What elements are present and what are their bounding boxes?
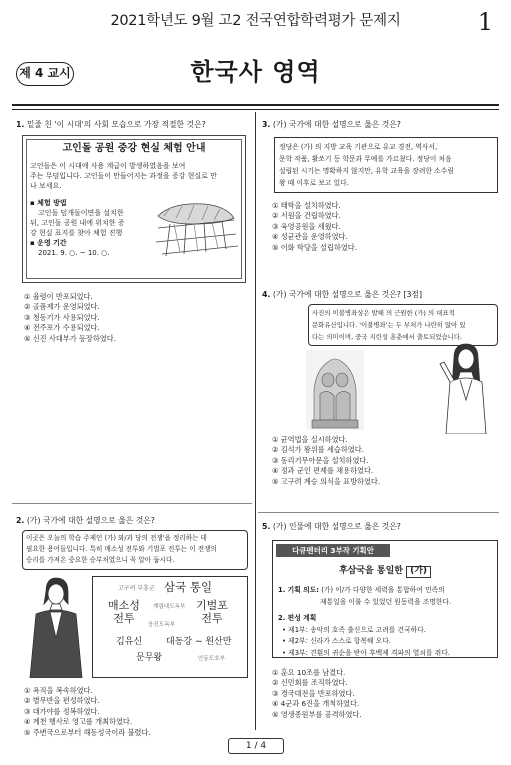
board-term: 기벌포 전투: [196, 599, 228, 625]
subject-title: 한국사 영역: [190, 58, 321, 86]
question-5-doc-title: 후삼국을 통일한 (가): [272, 565, 498, 578]
board-term: 문무왕: [136, 653, 163, 663]
choice[interactable]: ③ 대가야를 정복하였다.: [24, 706, 100, 716]
question-2-bubble-text: 이곳은 오늘의 학습 주제인 (가) 와/과 당의 전쟁'을 정리하는 데 필요한 용어들입니다. 특히 매소성 전투와 기벌포 전투는 이 전쟁의 승리를 가져온 중요한 승부처였으니 꼭 알아 둡시다.: [26, 534, 217, 564]
teacher-illustration: [24, 574, 88, 678]
question-5-item-2: 2. 편성 계획 • 제1부: 송악의 호족 출신으로 고려를 건국하다. • 제2부: 신라가 스스로 항복해 오다. • 제3부: 견훤의 귀순을 받아 후백제 격파의 열쇠를 쥐다.: [278, 614, 450, 657]
choice[interactable]: ④ 4군과 6진을 개척하였다.: [272, 699, 360, 709]
choice[interactable]: ③ 경국대전을 반포하였다.: [272, 688, 355, 698]
choice[interactable]: ① 율령이 반포되었다.: [24, 292, 93, 301]
choice[interactable]: ⑤ 영생종원부를 공격하였다.: [272, 709, 362, 719]
choice[interactable]: ④ 계천 행사로 영고를 개최하였다.: [24, 717, 133, 727]
choice[interactable]: ⑤ 신진 사대부가 등장하였다.: [24, 333, 116, 343]
board-term: 안동도호부: [198, 656, 226, 662]
choice[interactable]: ⑤ 주변국으로부터 해동성국이라 불렸다.: [24, 727, 151, 737]
question-5-item-1: 1. 기획 의도: (가) 이/가 다양한 세력을 통합하여 민족의 재통일을 이룰 수 있었던 원동력을 조명한다.: [278, 586, 452, 606]
question-3-prompt: 3. (가) 국가에 대한 설명으로 옳은 것은?: [262, 120, 401, 129]
choice[interactable]: ② 신민회를 조직하였다.: [272, 678, 348, 688]
question-3-box-text: 정당은 (가) 의 지방 교육 기관으로 유교 경전, 역사서, 문학 작품, 활쏘기 등 학문과 무예를 가르쳤다. 정당이 처음 설립된 시기는 명확하지 않지만, 유학 교육을 장려한 소수림 왕 때 이후로 보고 있다.: [279, 143, 454, 187]
choice[interactable]: ① 균역법을 실시하였다.: [272, 435, 348, 444]
column-divider: [255, 112, 256, 730]
session-badge: 제 4 교시: [16, 62, 74, 86]
question-4-choices: [272, 435, 380, 487]
exam-title: 2021학년도 9월 고2 전국연합학력평가 문제지: [110, 13, 401, 29]
board-term: 삼국 통일: [164, 580, 213, 594]
choice[interactable]: ④ 정과 군인 편제를 채용하였다.: [272, 466, 374, 476]
choice[interactable]: ③ 동리기무아문을 설치하였다.: [272, 455, 369, 465]
left-section-divider: [12, 503, 252, 504]
question-2-prompt: 2. (가) 국가에 대한 설명으로 옳은 것은?: [16, 516, 155, 525]
question-1-prompt: 1. 밑줄 친 '이 시대'의 사회 모습으로 가장 적절한 것은?: [16, 120, 206, 129]
board-term: 웅진도독부: [148, 622, 176, 628]
board-term: 계림대도독부: [153, 604, 186, 610]
question-4-prompt: 4. (가) 국가에 대한 설명으로 옳은 것은? [3점]: [262, 290, 422, 299]
choice[interactable]: ③ 육영공원을 세웠다.: [272, 221, 341, 231]
question-5-choices: [272, 668, 362, 720]
choice[interactable]: ① 욕직을 복속하였다.: [24, 686, 93, 695]
header-rule-thin: [12, 109, 499, 110]
choice[interactable]: ② 별무반을 편성하였다.: [24, 696, 100, 706]
header-rule-thick: [12, 104, 499, 106]
board-term: 고구려 부흥군: [118, 585, 155, 592]
choice[interactable]: ② 골품제가 운영되었다.: [24, 302, 100, 312]
presenter-illustration: [436, 342, 496, 434]
question-1-intro: 고인돌은 이 시대에 사용 계급이 발생하였음을 보여 주는 무덤입니다. 고인돌이 만들어지는 과정을 증강 현실로 만 나 보세요.: [30, 162, 217, 190]
choice[interactable]: ② 김석가 왕위를 세습하였다.: [272, 445, 364, 455]
sculpture-photo: [306, 350, 364, 430]
question-5-banner: 다큐멘터리 3부작 기획안: [276, 544, 390, 557]
choice[interactable]: ① 훈요 10조를 남겼다.: [272, 668, 346, 677]
choice[interactable]: ④ 전주포가 수용되었다.: [24, 323, 100, 333]
page-number: 1: [477, 8, 493, 36]
choice[interactable]: ③ 청동기가 사용되었다.: [24, 312, 100, 322]
right-section-divider: [258, 512, 499, 513]
question-5-prompt: 5. (가) 인물에 대한 설명으로 옳은 것은?: [262, 522, 401, 531]
question-2-choices: [24, 686, 151, 738]
board-term: 대동강 ~ 원산만: [166, 637, 232, 647]
board-term: 김유신: [116, 637, 143, 647]
question-1-method: ▪ 체험 방법 고인돌 덮개돌이면을 설치한 뒤, 고인돌 공원 내에 위치한 증 강 현실 표지를 찾아 체험 진행 ▪ 운영 기간 2021. 9. ○. ~ 10. ○.: [30, 199, 125, 257]
choice[interactable]: ⑤ 이화 학당을 설립하였다.: [272, 242, 358, 252]
question-4-bubble-text: 사진의 이불병좌상은 발해 의 근원한 (가) 의 대표적 문화유산입니다. '이불병좌'는 두 부처가 나란히 앉아 있 다는 의미이며, 중국 지린성 훈춘에서 출토되었습니다.: [312, 309, 466, 341]
dolmen-illustration: [152, 194, 240, 260]
board-term: 매소성 전투: [108, 599, 140, 625]
question-1-box-title: 고인돌 공원 중강 현실 체험 안내: [62, 143, 206, 154]
choice[interactable]: ② 서원을 건립하였다.: [272, 211, 341, 221]
footer-page-indicator: 1 / 4: [228, 738, 284, 754]
choice[interactable]: ① 태학을 설치하였다.: [272, 201, 341, 210]
question-1-choices: [24, 292, 116, 344]
choice[interactable]: ④ 성균관을 운영하였다.: [272, 232, 348, 242]
choice[interactable]: ⑤ 고구려 계승 의식을 표방하였다.: [272, 476, 381, 486]
question-3-choices: [272, 201, 357, 253]
